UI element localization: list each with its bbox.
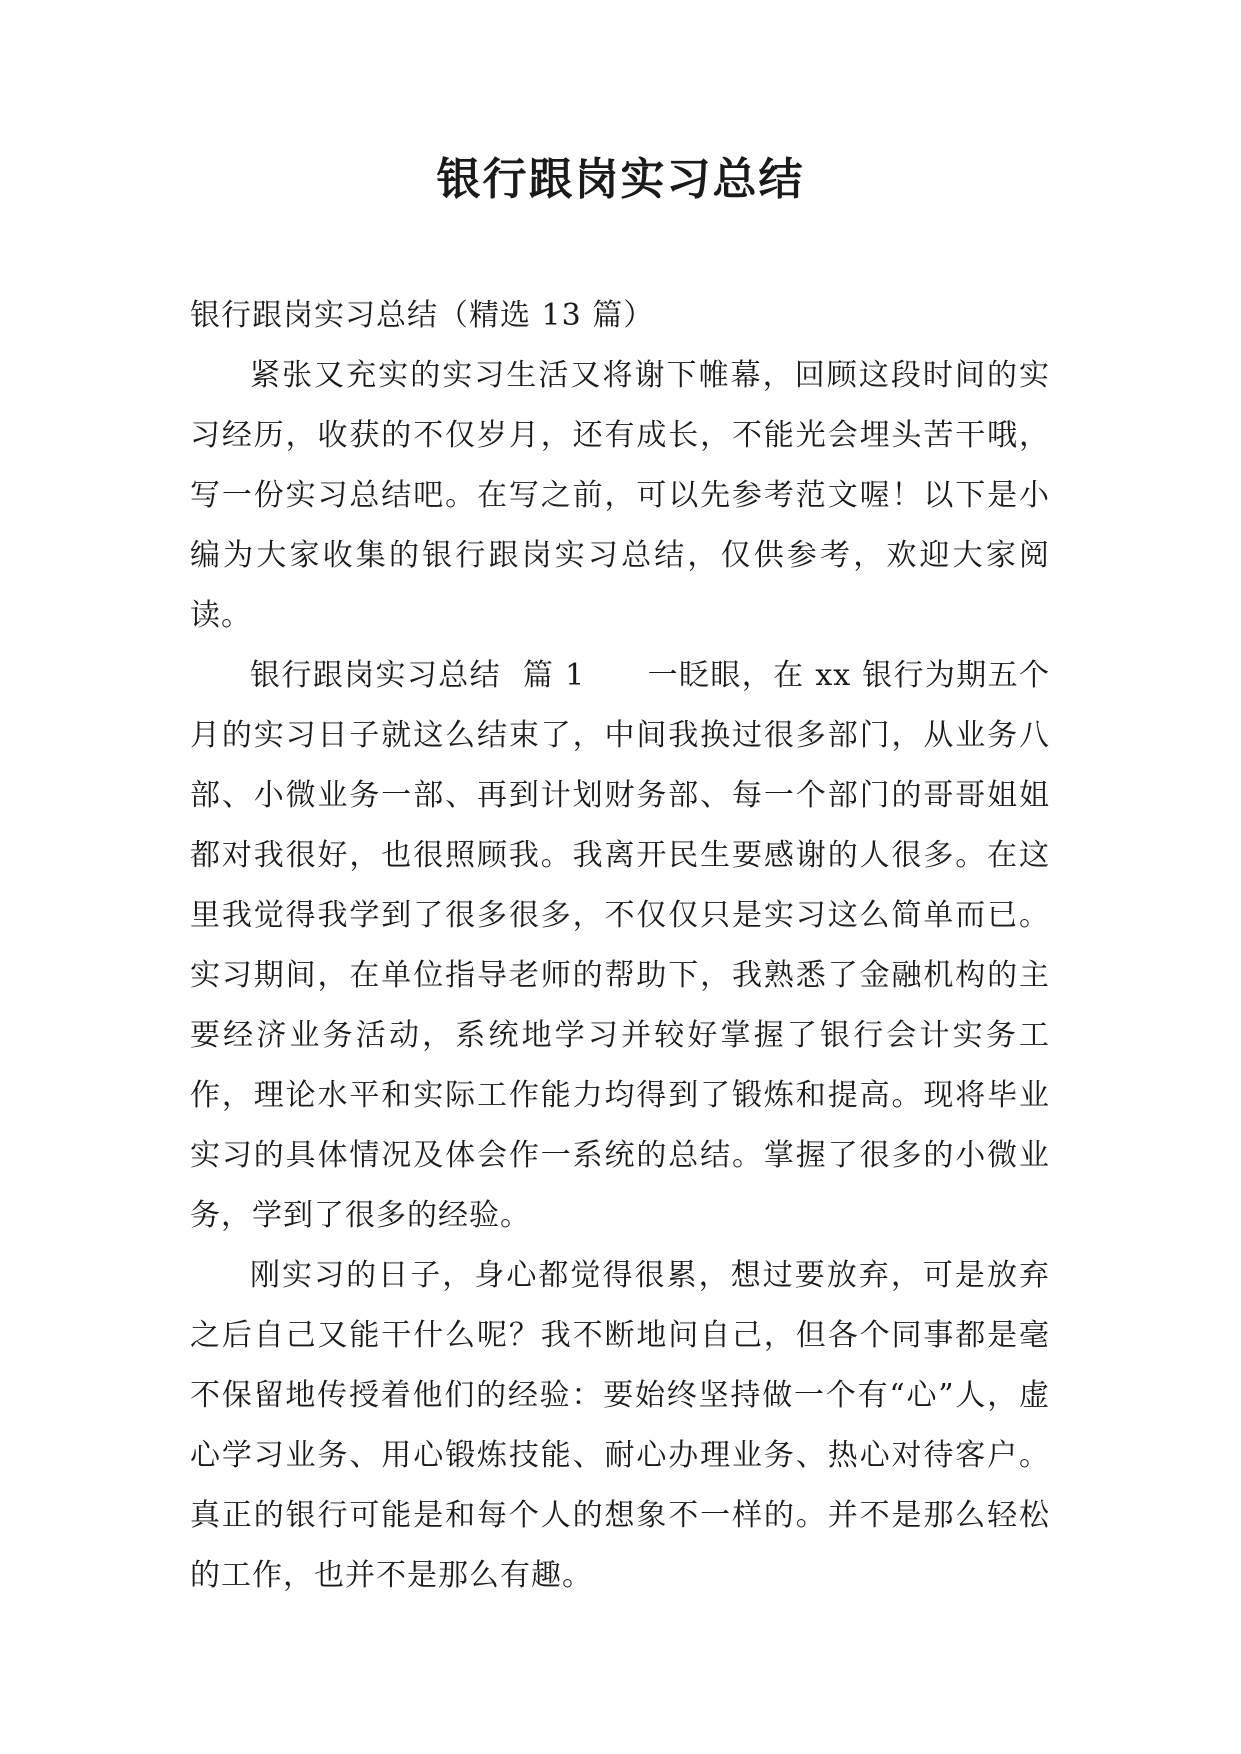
section-1-heading: 银行跟岗实习总结 篇 1	[250, 658, 586, 693]
document-body	[190, 286, 1050, 1606]
document-subtitle: 银行跟岗实习总结（精选 13 篇）	[190, 298, 655, 333]
section-1-text: 一眨眼，在 xx 银行为期五个月的实习日子就这么结束了，中间我换过很多部门，从业务八部、小微业务一部、再到计划财务部、每一个部门的哥哥姐姐都对我很好，也很照顾我。我离开民生要感谢的人很多。在这里我觉得我学到了很多很多，不仅仅只是实习这么简单而已。实习期间，在单位指导老师的帮助下，我熟悉了金融机构的主要经济业务活动，系统地学习并较好掌握了银行会计实务工作，理论水平和实际工作能力均得到了锻炼和提高。现将毕业实习的具体情况及体会作一系统的总结。掌握了很多的小微业务，学到了很多的经验。	[190, 658, 1050, 1233]
document-title: 银行跟岗实习总结	[436, 154, 805, 205]
intro-paragraph: 紧张又充实的实习生活又将谢下帷幕，回顾这段时间的实习经历，收获的不仅岁月，还有成长，不能光会埋头苦干哦，写一份实习总结吧。在写之前，可以先参考范文喔！以下是小编为大家收集的银行跟岗实习总结，仅供参考，欢迎大家阅读。	[190, 358, 1050, 633]
paragraph-2: 刚实习的日子，身心都觉得很累，想过要放弃，可是放弃之后自己又能干什么呢？我不断地问自己，但各个同事都是毫不保留地传授着他们的经验：要始终坚持做一个有“心”人，虚心学习业务、用心锻炼技能、耐心办理业务、热心对待客户。真正的银行可能是和每个人的想象不一样的。并不是那么轻松的工作，也并不是那么有趣。	[190, 1258, 1050, 1593]
section-1-paragraph	[190, 646, 1050, 1246]
